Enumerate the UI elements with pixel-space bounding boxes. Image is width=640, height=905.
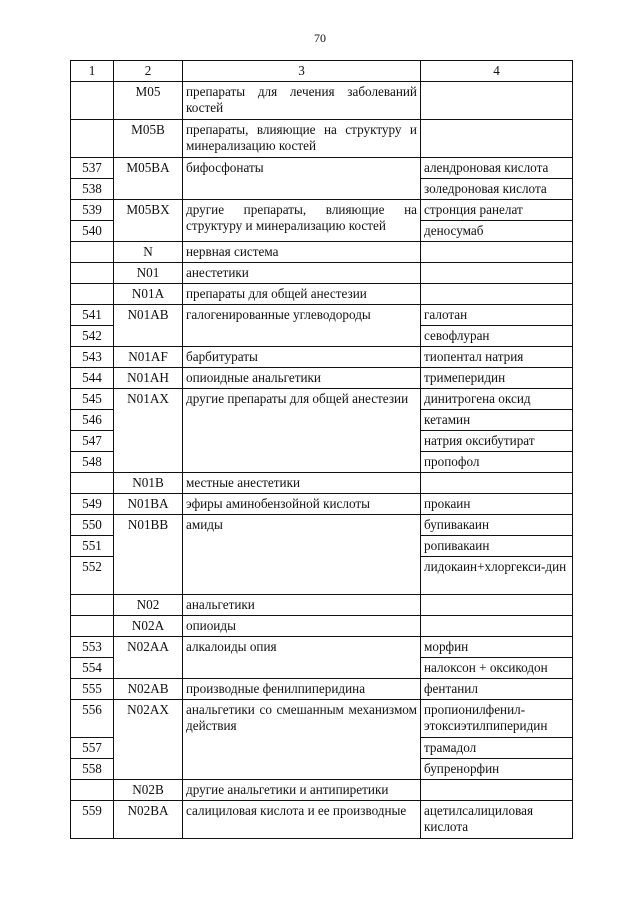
atc-code: N	[114, 242, 183, 263]
table-header-row	[71, 61, 573, 82]
drug-name	[421, 120, 573, 158]
drug-name: галотан	[421, 305, 573, 326]
table-row	[71, 200, 573, 221]
atc-code: N01AB	[114, 305, 183, 347]
table-row	[71, 700, 573, 738]
drug-classification-table	[70, 60, 573, 839]
row-number	[71, 473, 114, 494]
atc-code: N02B	[114, 780, 183, 801]
row-number: 559	[71, 801, 114, 839]
table-row	[71, 473, 573, 494]
header-col-1: 1	[71, 61, 114, 82]
atc-code: M05	[114, 82, 183, 120]
drug-name: кетамин	[421, 410, 573, 431]
group-description: препараты для общей анестезии	[183, 284, 421, 305]
drug-name: трамадол	[421, 738, 573, 759]
header-col-4: 4	[421, 61, 573, 82]
table-row	[71, 82, 573, 120]
group-description: анестетики	[183, 263, 421, 284]
row-number	[71, 780, 114, 801]
table-row	[71, 637, 573, 658]
row-number: 540	[71, 221, 114, 242]
drug-name: ропивакаин	[421, 536, 573, 557]
row-number	[71, 263, 114, 284]
drug-name: бупренорфин	[421, 759, 573, 780]
row-number: 550	[71, 515, 114, 536]
row-number: 541	[71, 305, 114, 326]
row-number: 555	[71, 679, 114, 700]
group-description: барбитураты	[183, 347, 421, 368]
drug-name	[421, 616, 573, 637]
drug-name: стронция ранелат	[421, 200, 573, 221]
atc-code: N01AF	[114, 347, 183, 368]
atc-code: N02AB	[114, 679, 183, 700]
row-number: 538	[71, 179, 114, 200]
table-row	[71, 120, 573, 158]
drug-name: морфин	[421, 637, 573, 658]
drug-name	[421, 780, 573, 801]
drug-name: деносумаб	[421, 221, 573, 242]
atc-code: N02AA	[114, 637, 183, 679]
drug-name: фентанил	[421, 679, 573, 700]
header-col-2: 2	[114, 61, 183, 82]
group-description: алкалоиды опия	[183, 637, 421, 679]
row-number: 537	[71, 158, 114, 179]
row-number	[71, 82, 114, 120]
atc-code: N01BA	[114, 494, 183, 515]
atc-code: M05BA	[114, 158, 183, 200]
table-row	[71, 801, 573, 839]
table-row	[71, 284, 573, 305]
row-number: 557	[71, 738, 114, 759]
group-description: амиды	[183, 515, 421, 595]
group-description: опиоиды	[183, 616, 421, 637]
group-description: препараты, влияющие на структуру и минерализацию костей	[183, 120, 421, 158]
table-row	[71, 616, 573, 637]
group-description: другие анальгетики и антипиретики	[183, 780, 421, 801]
table-row	[71, 595, 573, 616]
atc-code: N01B	[114, 473, 183, 494]
group-description: препараты для лечения заболеваний костей	[183, 82, 421, 120]
atc-code: N01	[114, 263, 183, 284]
drug-name: пропофол	[421, 452, 573, 473]
drug-name: лидокаин+хлоргекси-дин	[421, 557, 573, 595]
row-number: 544	[71, 368, 114, 389]
table-row	[71, 242, 573, 263]
table-row	[71, 780, 573, 801]
row-number: 554	[71, 658, 114, 679]
row-number: 545	[71, 389, 114, 410]
drug-name: тримеперидин	[421, 368, 573, 389]
atc-code: N02A	[114, 616, 183, 637]
drug-name: бупивакаин	[421, 515, 573, 536]
drug-name: алендроновая кислота	[421, 158, 573, 179]
drug-name: золедроновая кислота	[421, 179, 573, 200]
table-row	[71, 305, 573, 326]
table-row	[71, 158, 573, 179]
atc-code: N01A	[114, 284, 183, 305]
page-number: 70	[314, 31, 326, 45]
row-number	[71, 595, 114, 616]
group-description: эфиры аминобензойной кислоты	[183, 494, 421, 515]
row-number: 542	[71, 326, 114, 347]
row-number: 548	[71, 452, 114, 473]
drug-name	[421, 242, 573, 263]
row-number: 553	[71, 637, 114, 658]
row-number: 539	[71, 200, 114, 221]
row-number: 551	[71, 536, 114, 557]
group-description: опиоидные анальгетики	[183, 368, 421, 389]
drug-name: налоксон + оксикодон	[421, 658, 573, 679]
drug-name	[421, 284, 573, 305]
row-number: 547	[71, 431, 114, 452]
group-description: производные фенилпиперидина	[183, 679, 421, 700]
table-row	[71, 515, 573, 536]
atc-code: N01BB	[114, 515, 183, 595]
row-number: 558	[71, 759, 114, 780]
drug-name: прокаин	[421, 494, 573, 515]
group-description: галогенированные углеводороды	[183, 305, 421, 347]
group-description: анальгетики	[183, 595, 421, 616]
atc-code: M05BX	[114, 200, 183, 242]
header-col-3: 3	[183, 61, 421, 82]
atc-code: N02	[114, 595, 183, 616]
atc-code: N01AH	[114, 368, 183, 389]
atc-code: N02BA	[114, 801, 183, 839]
atc-code: N02AX	[114, 700, 183, 780]
table-row	[71, 389, 573, 410]
table-row	[71, 679, 573, 700]
group-description: бифосфонаты	[183, 158, 421, 200]
table-row	[71, 263, 573, 284]
group-description: другие препараты для общей анестезии	[183, 389, 421, 473]
drug-name	[421, 82, 573, 120]
atc-code: N01AX	[114, 389, 183, 473]
drug-name	[421, 263, 573, 284]
row-number: 546	[71, 410, 114, 431]
row-number: 556	[71, 700, 114, 738]
group-description: салициловая кислота и ее производные	[183, 801, 421, 839]
atc-code: M05B	[114, 120, 183, 158]
row-number	[71, 242, 114, 263]
drug-name: натрия оксибутират	[421, 431, 573, 452]
row-number: 552	[71, 557, 114, 595]
group-description: анальгетики со смешанным механизмом действия	[183, 700, 421, 780]
group-description: нервная система	[183, 242, 421, 263]
drug-name: ацетилсалициловая кислота	[421, 801, 573, 839]
row-number	[71, 284, 114, 305]
row-number	[71, 120, 114, 158]
drug-name	[421, 473, 573, 494]
drug-name: динитрогена оксид	[421, 389, 573, 410]
drug-name: пропионилфенил-этоксиэтилпиперидин	[421, 700, 573, 738]
table-row	[71, 347, 573, 368]
row-number	[71, 616, 114, 637]
drug-name: севофлуран	[421, 326, 573, 347]
group-description: другие препараты, влияющие на структуру и минерализацию костей	[183, 200, 421, 242]
drug-name	[421, 595, 573, 616]
table-row	[71, 368, 573, 389]
row-number: 549	[71, 494, 114, 515]
drug-name: тиопентал натрия	[421, 347, 573, 368]
table-row	[71, 494, 573, 515]
row-number: 543	[71, 347, 114, 368]
group-description: местные анестетики	[183, 473, 421, 494]
